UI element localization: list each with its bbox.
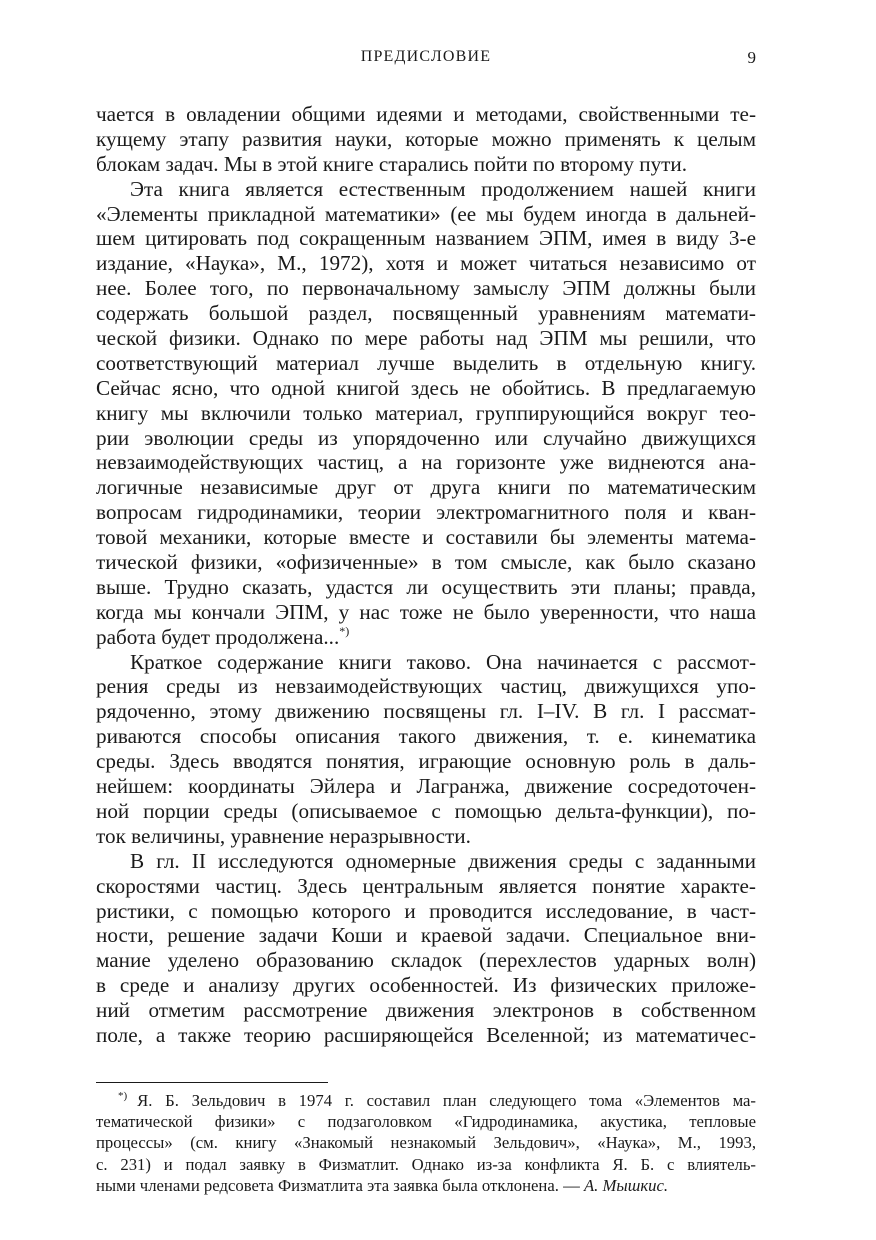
paragraph-4 (96, 849, 756, 1048)
text-line: мание уделено образованию складок (перехлестов ударных волн) (96, 948, 756, 973)
text-line: соответствующий материал лучше выделить в отдельную книгу. (96, 350, 756, 375)
footnote-line (96, 1090, 756, 1111)
footnote-line: с. 231) и подал заявку в Физматлит. Однако из-за конфликта Я. Б. с влиятель- (96, 1154, 756, 1174)
footnote-line-text: Я. Б. Зельдович в 1974 г. составил план следующего тома «Элементов ма- (137, 1091, 756, 1110)
text-line: ристики, с помощью которого и проводится исследование, в част- (96, 898, 756, 923)
text-line-content: работа будет продолжена... (96, 624, 340, 649)
text-line: книгу мы включили только материал, группирующийся вокруг тео- (96, 400, 756, 425)
text-line: в среде и анализу других особенностей. Из физических приложе- (96, 973, 756, 998)
paragraph-1 (96, 102, 756, 177)
text-line: рии эволюции среды из упорядоченно или случайно движущихся (96, 425, 756, 450)
footnote-line: процессы» (см. книгу «Знакомый незнакомый Зельдович», «Наука», М., 1993, (96, 1133, 756, 1153)
footnote-line: тематической физики» с подзаголовком «Гидродинамика, акустика, тепловые (96, 1112, 756, 1132)
body-text (96, 102, 756, 1048)
text-line: содержать большой раздел, посвященный уравнениям математи- (96, 301, 756, 326)
text-line: Сейчас ясно, что одной книгой здесь не обойтись. В предлагаемую (96, 375, 756, 400)
text-line: ний отметим рассмотрение движения электронов в собственном (96, 998, 756, 1023)
text-line: чается в овладении общими идеями и методами, свойственными те- (96, 102, 756, 126)
footnote-author: А. Мышкис. (583, 1175, 669, 1195)
footnote-line-text: ными членами редсовета Физматлита эта заявка была отклонена. — (96, 1175, 580, 1195)
footnote (96, 1090, 756, 1196)
text-line: нейшем: координаты Эйлера и Лагранжа, движение сосредоточен- (96, 774, 756, 799)
footnote-divider (96, 1082, 328, 1083)
text-line: логичные независимые друг от друга книги по математическим (96, 475, 756, 500)
text-line: блокам задач. Мы в этой книге старались пойти по второму пути. (96, 151, 688, 176)
text-line: кущему этапу развития науки, которые можно применять к целым (96, 126, 756, 151)
text-line: выше. Трудно сказать, удастся ли осуществить эти планы; правда, (96, 574, 756, 599)
page-title: ПРЕДИСЛОВИЕ (360, 48, 492, 65)
text-line: товой механики, которые вместе и составили бы элементы матема- (96, 525, 756, 550)
text-line: издание, «Наука», М., 1972), хотя и может читаться независимо от (96, 251, 756, 276)
text-line: В гл. II исследуются одномерные движения среды с заданными (130, 848, 756, 873)
text-line: вопросам гидродинамики, теории электромагнитного поля и кван- (96, 500, 756, 525)
text-line (96, 625, 756, 650)
footnote-line (96, 1175, 756, 1196)
text-line: рядоченно, этому движению посвящены гл. I–IV. В гл. I рассмат- (96, 699, 756, 724)
text-line: «Элементы прикладной математики» (ее мы будем иногда в дальней- (96, 201, 756, 226)
text-line: ческой физики. Однако по мере работы над ЭПМ мы решили, что (96, 326, 756, 351)
text-line: среды. Здесь вводятся понятия, играющие основную роль в даль- (96, 749, 756, 774)
running-head (96, 44, 756, 70)
text-line: Краткое содержание книги таково. Она начинается с рассмот- (130, 649, 756, 674)
text-line: шем цитировать под сокращенным названием ЭПМ, имея в виду 3-е (96, 226, 756, 251)
footnote-reference[interactable]: *) (339, 623, 350, 638)
text-line: риваются способы описания такого движения, т. е. кинематика (96, 724, 756, 749)
text-line: когда мы кончали ЭПМ, у нас тоже не было уверенности, что наша (96, 599, 756, 624)
text-line: тической физики, «офизиченные» в том смысле, как было сказано (96, 550, 756, 575)
paragraph-3 (96, 650, 756, 849)
text-line: ной порции среды (описываемое с помощью дельта-функции), по- (96, 798, 756, 823)
page-number: 9 (747, 48, 756, 67)
text-line: невзаимодействующих частиц, а на горизонте уже виднеются ана- (96, 450, 756, 475)
paragraph-2 (96, 177, 756, 650)
text-line: скоростями частиц. Здесь центральным является понятие характе- (96, 873, 756, 898)
text-line: ности, решение задачи Коши и краевой задачи. Специальное вни- (96, 923, 756, 948)
text-line: поле, а также теорию расширяющейся Вселенной; из математичес- (96, 1022, 756, 1047)
footnote-marker: *) (118, 1090, 128, 1102)
text-line: ток величины, уравнение неразрывности. (96, 823, 471, 848)
text-line: нее. Более того, по первоначальному замыслу ЭПМ должны были (96, 276, 756, 301)
text-line: Эта книга является естественным продолжением нашей книги (130, 176, 756, 201)
text-line: рения среды из невзаимодействующих частиц, движущихся упо- (96, 674, 756, 699)
